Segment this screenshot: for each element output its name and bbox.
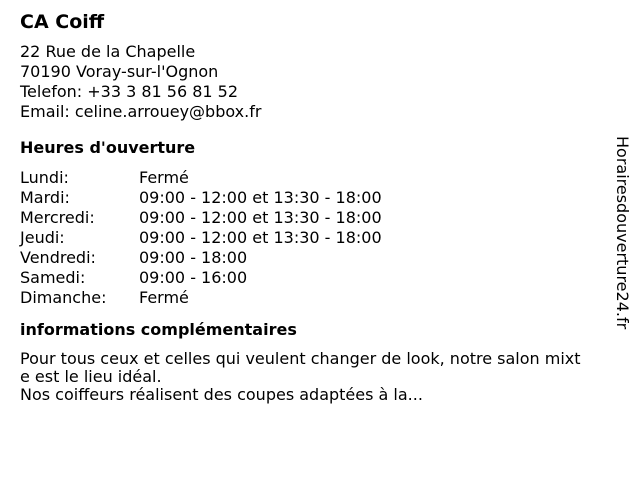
hours-time: 09:00 - 12:00 et 13:30 - 18:00 [139,208,382,227]
hours-day: Dimanche: [20,288,107,307]
street-address: 22 Rue de la Chapelle [20,42,196,61]
business-card [20,10,630,404]
hours-day: Jeudi: [20,228,65,247]
hours-row-wednesday [20,208,630,228]
info-line: Pour tous ceux et celles qui veulent changer de look, notre salon mixt [20,349,581,368]
hours-time: 09:00 - 16:00 [139,268,248,287]
hours-row-friday [20,248,630,268]
info-line: e est le lieu idéal. [20,367,162,386]
hours-row-saturday [20,268,630,288]
hours-time: Fermé [139,168,189,187]
business-name: CA Coiff [20,11,105,33]
hours-day: Mardi: [20,188,70,207]
hours-day: Vendredi: [20,248,96,267]
hours-row-monday [20,168,630,188]
site-watermark: Horairesdouverture24.fr [613,136,632,330]
email-address: Email: celine.arrouey@bbox.fr [20,102,262,121]
hours-day: Mercredi: [20,208,95,227]
postal-city: 70190 Voray-sur-l'Ognon [20,62,219,81]
hours-title: Heures d'ouverture [20,138,196,157]
hours-row-sunday [20,288,630,308]
info-description [20,350,632,404]
hours-time: 09:00 - 12:00 et 13:30 - 18:00 [139,228,382,247]
hours-row-tuesday [20,188,630,208]
hours-time: 09:00 - 12:00 et 13:30 - 18:00 [139,188,382,207]
info-title: informations complémentaires [20,320,297,339]
hours-time: Fermé [139,288,189,307]
address-block [20,42,630,122]
info-line: Nos coiffeurs réalisent des coupes adaptées à la... [20,385,423,404]
hours-day: Lundi: [20,168,69,187]
hours-row-thursday [20,228,630,248]
hours-table [20,168,630,308]
phone-number: Telefon: +33 3 81 56 81 52 [20,82,239,101]
hours-day: Samedi: [20,268,86,287]
hours-time: 09:00 - 18:00 [139,248,248,267]
